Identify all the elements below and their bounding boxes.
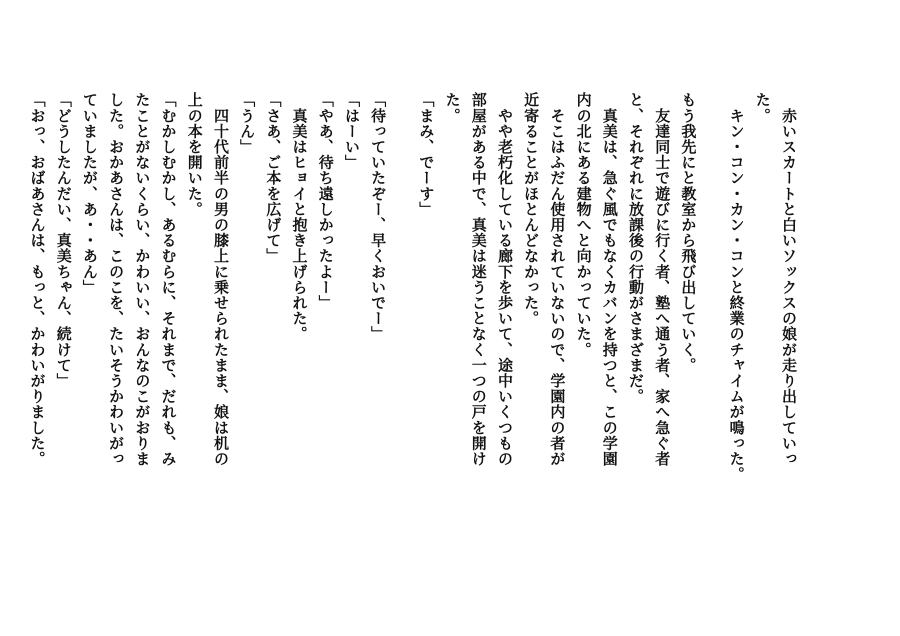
text-line: と、それぞれに放課後の行動がさまざまだ。	[626, 92, 645, 404]
text-line: 内の北にある建物へと向かっていた。	[574, 92, 593, 358]
text-line: やや老朽化している廊下を歩いて、途中いくつもの	[495, 92, 514, 467]
vertical-text-body	[24, 92, 802, 612]
text-line: 赤いスカートと白いソックスの娘が走り出していっ	[780, 92, 798, 467]
text-line: 上の本を開いた。	[185, 92, 204, 217]
text-line: そこはふだん使用されていないので、学園内の者が	[548, 92, 567, 467]
text-line: たことがないくらい、かわいい、おんなのこがおりま	[133, 92, 152, 467]
text-line: 「むかしむかし、あるむらに、それまで、だれも、み	[159, 92, 178, 467]
text-line: 「さあ、ご本を広げて」	[264, 92, 283, 264]
text-line: 近寄ることがほとんどなかった。	[522, 92, 541, 326]
text-line: 「どうしたんだい、真美ちゃん、続けて」	[54, 92, 73, 389]
text-line: 「おっ、おばあさんは、もっと、かわいがりました。	[28, 92, 47, 467]
text-line: 友達同士で遊びに行く者、塾へ通う者、家へ急ぐ者	[653, 92, 672, 467]
text-line: 「まみ、でーす」	[417, 92, 436, 217]
text-line: した。おかあさんは、このこを、たいそうかわいがっ	[107, 92, 126, 467]
text-line: 「待っていたぞー、早くおいでー」	[369, 92, 388, 342]
text-line: キン・コン・カン・コンと終業のチャイムが鳴った。	[727, 92, 746, 482]
text-line: 四十代前半の男の膝上に乗せられたまま、娘は机の	[211, 92, 230, 467]
text-line: 真美は、急ぐ風でもなくカバンを持つと、この学園	[600, 92, 619, 467]
text-line: 「やあ、待ち遠しかったよー」	[316, 92, 335, 311]
text-line: もう我先にと教室から飛び出していく。	[679, 92, 698, 373]
text-line: 「はーい」	[342, 92, 361, 170]
text-line: 「うん」	[238, 92, 257, 155]
text-line: ていましたが、あ・・あん」	[80, 92, 99, 295]
text-line: 真美はヒョイと抱き上げられた。	[290, 92, 309, 342]
text-line: た。	[753, 92, 772, 124]
text-line: 部屋がある中で、真美は迷うことなく一つの戸を開け	[469, 92, 488, 467]
text-line: た。	[443, 92, 462, 124]
